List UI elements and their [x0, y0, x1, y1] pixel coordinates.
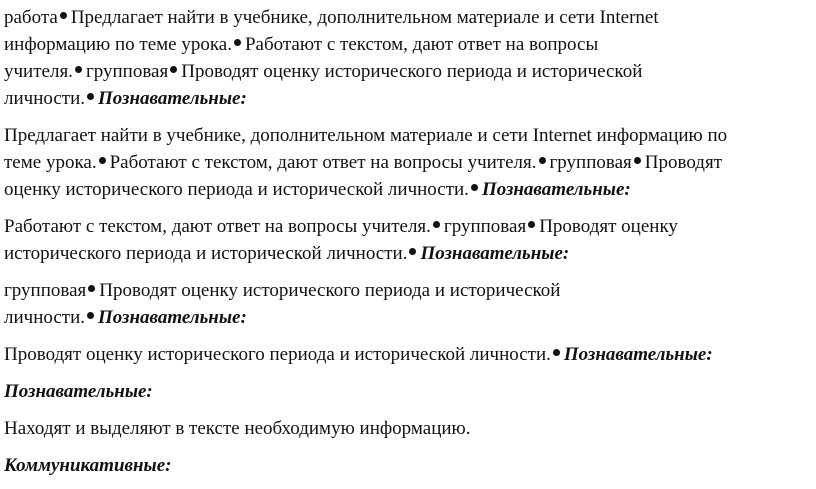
- body-text: Проводят оценку исторического периода и исторической личности.: [4, 344, 551, 365]
- body-text: групповая: [4, 280, 87, 301]
- body-text: Предлагает найти в учебнике, дополнительном материале и сети Internet: [70, 7, 659, 28]
- body-text: Работают с текстом, дают ответ на вопросы: [244, 34, 599, 55]
- document-paragraph: [4, 452, 810, 479]
- bullet-icon: [471, 184, 478, 191]
- bullet-icon: [528, 221, 535, 228]
- body-text: Проводят оценку исторического периода и исторической: [99, 280, 561, 301]
- bullet-icon: [87, 93, 94, 100]
- section-heading-text: Познавательные:: [563, 344, 713, 365]
- body-text: Работают с текстом, дают ответ на вопросы учителя.: [4, 216, 431, 237]
- section-heading-text: Познавательные:: [420, 243, 570, 264]
- body-text: Предлагает найти в учебнике, дополнительном материале и сети Internet информацию по: [4, 125, 728, 146]
- bullet-icon: [87, 312, 94, 319]
- bullet-icon: [99, 157, 106, 164]
- body-text: личности.: [4, 307, 86, 328]
- document-paragraph: [4, 341, 810, 368]
- body-text: работа: [4, 7, 58, 28]
- document-paragraph: [4, 415, 810, 442]
- document-paragraph: [4, 122, 810, 203]
- bullet-icon: [409, 248, 416, 255]
- section-heading-text: Познавательные:: [98, 88, 247, 109]
- bullet-icon: [60, 12, 67, 19]
- section-heading-text: Познавательные:: [481, 179, 631, 200]
- section-heading-text: Коммуникативные:: [4, 455, 172, 476]
- body-text: информацию по теме урока.: [4, 34, 232, 55]
- body-text: теме урока.: [4, 152, 97, 173]
- body-text: исторического периода и исторической личности.: [4, 243, 408, 264]
- body-text: учителя.: [4, 61, 73, 82]
- body-text: Находят и выделяют в тексте необходимую информацию.: [4, 418, 471, 439]
- body-text: Проводят оценку: [539, 216, 678, 237]
- bullet-icon: [539, 157, 546, 164]
- body-text: Проводят: [644, 152, 723, 173]
- bullet-icon: [433, 221, 440, 228]
- bullet-icon: [170, 66, 177, 73]
- body-text: личности.: [4, 88, 86, 109]
- document-paragraph: [4, 277, 810, 331]
- body-text: Работают с текстом, дают ответ на вопросы учителя.: [109, 152, 537, 173]
- bullet-icon: [634, 157, 641, 164]
- bullet-icon: [234, 39, 241, 46]
- body-text: групповая: [549, 152, 632, 173]
- body-text: оценку исторического периода и исторической личности.: [4, 179, 469, 200]
- document-paragraph: [4, 4, 810, 112]
- body-text: Проводят оценку исторического периода и исторической: [181, 61, 643, 82]
- bullet-icon: [88, 285, 95, 292]
- body-text: групповая: [443, 216, 527, 237]
- section-heading-text: Познавательные:: [4, 381, 153, 402]
- body-text: групповая: [85, 61, 169, 82]
- bullet-icon: [75, 66, 82, 73]
- section-heading-text: Познавательные:: [98, 307, 247, 328]
- bullet-icon: [553, 349, 560, 356]
- document-paragraph: [4, 378, 810, 405]
- document-paragraph: [4, 213, 810, 267]
